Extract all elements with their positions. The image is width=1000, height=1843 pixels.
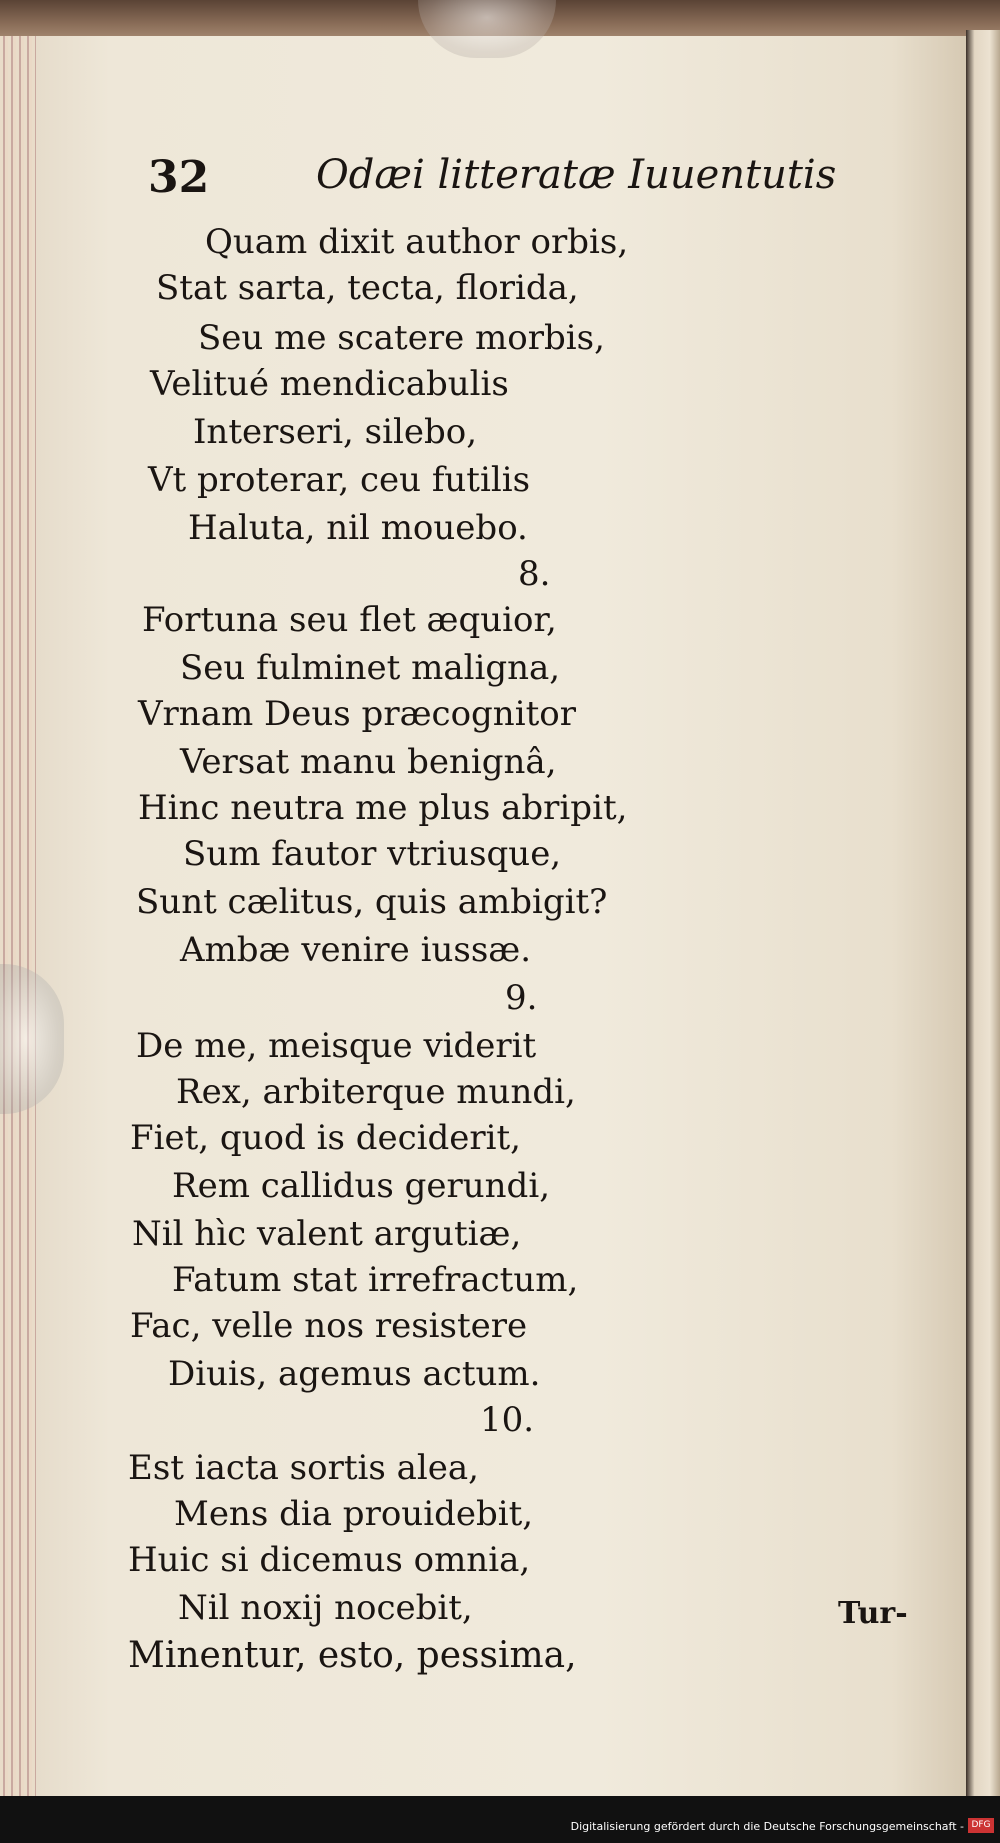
verse-line: Versat manu benignâ,: [180, 742, 557, 782]
verse-line: Rem callidus gerundi,: [172, 1166, 551, 1206]
catchword: Tur-: [838, 1596, 908, 1631]
verse-line: Sunt cælitus, quis ambigit?: [136, 882, 608, 922]
verse-line: Quam dixit author orbis,: [205, 222, 629, 262]
verse-line: Vt proterar, ceu futilis: [148, 460, 531, 500]
stanza-number: 8.: [518, 554, 551, 594]
verse-line: Sum fautor vtriusque,: [183, 834, 562, 874]
facing-page-edge: [966, 30, 1000, 1800]
verse-line: Hinc neutra me plus abripit,: [138, 788, 628, 828]
verse-line: Velitué mendicabulis: [150, 364, 509, 404]
verse-line: De me, meisque viderit: [136, 1026, 537, 1066]
verse-line: Fortuna seu flet æquior,: [142, 600, 557, 640]
verse-line: Nil noxij nocebit,: [178, 1588, 473, 1628]
verse-line: Huic si dicemus omnia,: [128, 1540, 531, 1580]
verse-line: Est iacta sortis alea,: [128, 1448, 479, 1488]
verse-line: Rex, arbiterque mundi,: [176, 1072, 576, 1112]
verse-line: Interseri, silebo,: [193, 412, 478, 452]
page-number: 32: [148, 152, 210, 203]
verse-line: Ambæ venire iussæ.: [180, 930, 532, 970]
stanza-number: 9.: [505, 978, 538, 1018]
verse-line: Nil hìc valent argutiæ,: [132, 1214, 522, 1254]
verse-line: Fac, velle nos resistere: [130, 1306, 528, 1346]
verse-line: Seu me scatere morbis,: [198, 318, 605, 358]
page-edges: [0, 36, 40, 1796]
verse-line: Fatum stat irrefractum,: [172, 1260, 579, 1300]
verse-line: Fiet, quod is deciderit,: [130, 1118, 521, 1158]
verse-line: Mens dia prouidebit,: [174, 1494, 534, 1534]
verse-line: Minentur, esto, pessima,: [128, 1635, 577, 1676]
verse-line: Seu fulminet maligna,: [180, 648, 561, 688]
stanza-number: 10.: [480, 1400, 535, 1440]
digitization-credit: Digitalisierung gefördert durch die Deutsche Forschungsgemeinschaft -: [570, 1820, 964, 1833]
verse-line: Diuis, agemus actum.: [168, 1354, 541, 1394]
dfg-logo: DFG: [968, 1818, 994, 1833]
verse-line: Haluta, nil mouebo.: [188, 508, 528, 548]
running-head: Odæi litteratæ Iuuentutis: [316, 152, 837, 198]
verse-line: Stat sarta, tecta, florida,: [156, 268, 579, 308]
verse-line: Vrnam Deus præcognitor: [138, 694, 576, 734]
